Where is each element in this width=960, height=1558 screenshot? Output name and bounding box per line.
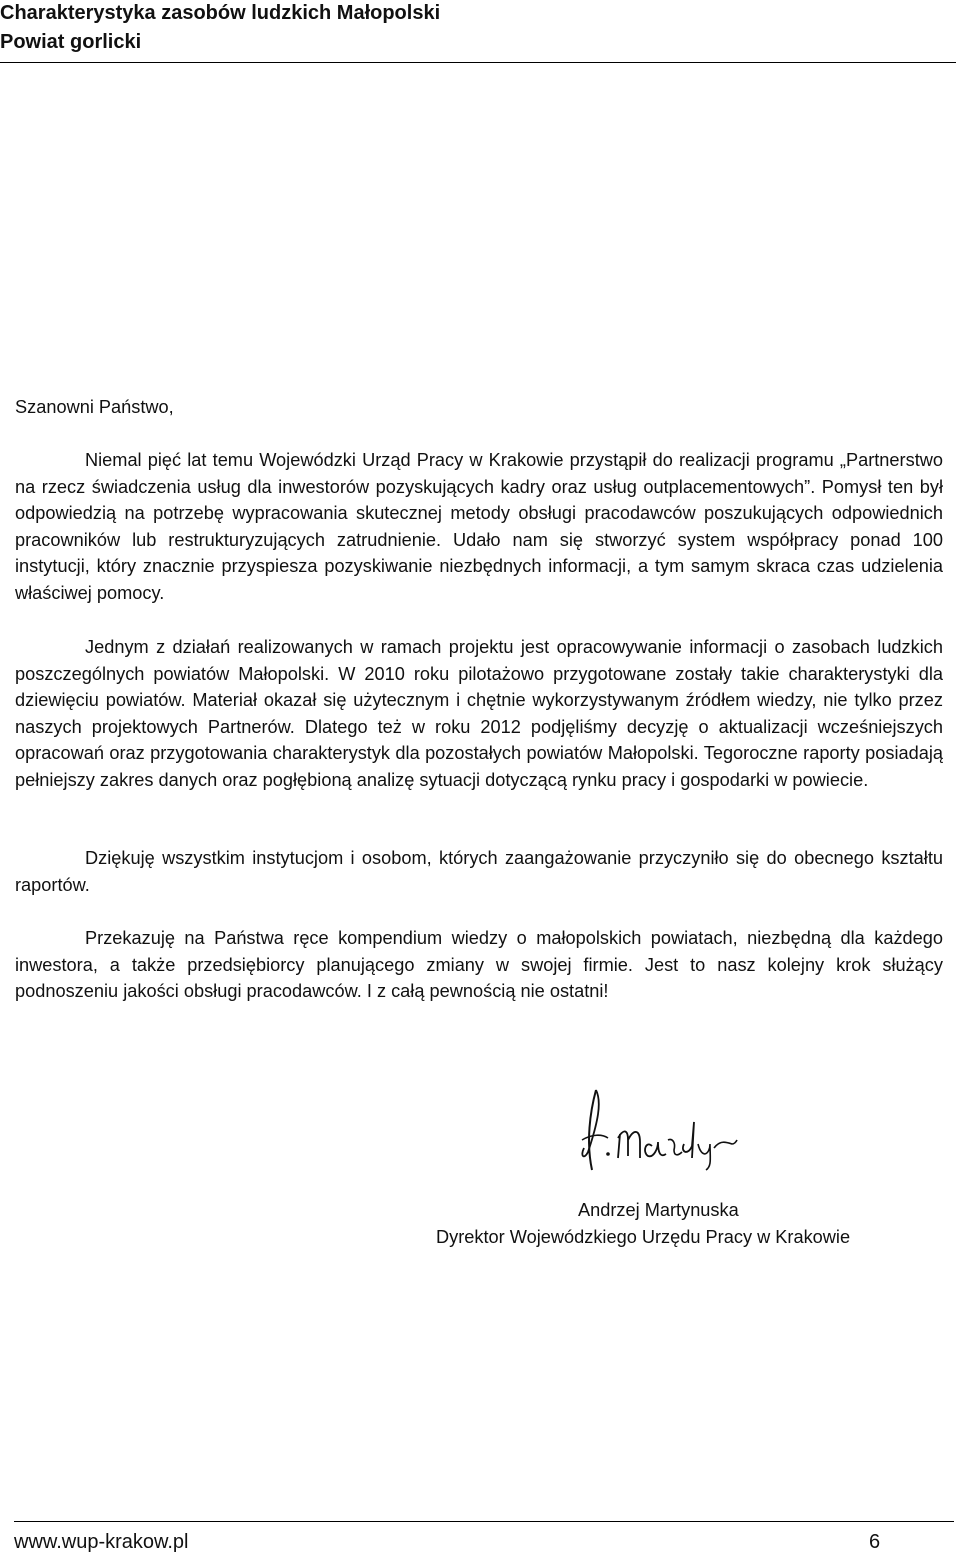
- paragraph-3: [15, 845, 943, 898]
- page-number: 6: [869, 1531, 881, 1553]
- footer-divider: [14, 1521, 954, 1522]
- header-subtitle: Powiat gorlicki: [0, 31, 142, 53]
- handwritten-signature: [578, 1082, 738, 1172]
- paragraph-1: [15, 447, 943, 606]
- signatory-name: Andrzej Martynuska: [578, 1200, 739, 1220]
- signatory-title: Dyrektor Wojewódzkiego Urzędu Pracy w Krakowie: [436, 1227, 851, 1247]
- paragraph-text: Dziękuję wszystkim instytucjom i osobom, których zaangażowanie przyczyniło się do obecnego kształtu raportów.: [15, 848, 943, 895]
- paragraph-text: Niemal pięć lat temu Wojewódzki Urząd Pracy w Krakowie przystąpił do realizacji programu „Partnerstwo na rzecz świadczenia usług dla inwestorów pozyskujących kadry oraz usług outplacementowych”. Pomysł ten był odpowiedzią na potrzebę wypracowania skutecznej metody obsługi pracodawców poszukujących odpowiednich pracowników lub restrukturyzujących zatrudnienie. Udało nam się stworzyć system współpracy ponad 100 instytucji, który znacznie przyspiesza pozyskiwanie niezbędnych informacji, a tym samym skraca czas udzielenia właściwej pomocy.: [15, 450, 943, 603]
- paragraph-2: [15, 634, 943, 793]
- paragraph-text: Przekazuję na Państwa ręce kompendium wiedzy o małopolskich powiatach, niezbędną dla każdego inwestora, a także przedsiębiorcy planującego zmiany w swojej firmie. Jest to nasz kolejny krok służący podnoszeniu jakości obsługi pracodawców. I z całą pewnością nie ostatni!: [15, 928, 943, 1001]
- paragraph-text: Jednym z działań realizowanych w ramach projektu jest opracowywanie informacji o zasobach ludzkich poszczególnych powiatów Małopolski. W 2010 roku pilotażowo przygotowane zostały takie charakterystyki dla dziewięciu powiatów. Materiał okazał się użytecznym i chętnie wykorzystywanym źródłem wiedzy, nie tylko przez naszych projektowych Partnerów. Dlatego też w roku 2012 podjęliśmy decyzję o aktualizacji wcześniejszych opracowań oraz przygotowania charakterystyk dla pozostałych powiatów Małopolski. Tegoroczne raporty posiadają pełniejszy zakres danych oraz pogłębioną analizę sytuacji dotyczącą rynku pracy i gospodarki w powiecie.: [15, 637, 943, 790]
- header-title: Charakterystyka zasobów ludzkich Małopolski: [0, 2, 441, 24]
- salutation: Szanowni Państwo,: [15, 397, 174, 417]
- paragraph-4: [15, 925, 943, 1005]
- page-header: [0, 0, 956, 63]
- footer-website: www.wup-krakow.pl: [14, 1531, 189, 1553]
